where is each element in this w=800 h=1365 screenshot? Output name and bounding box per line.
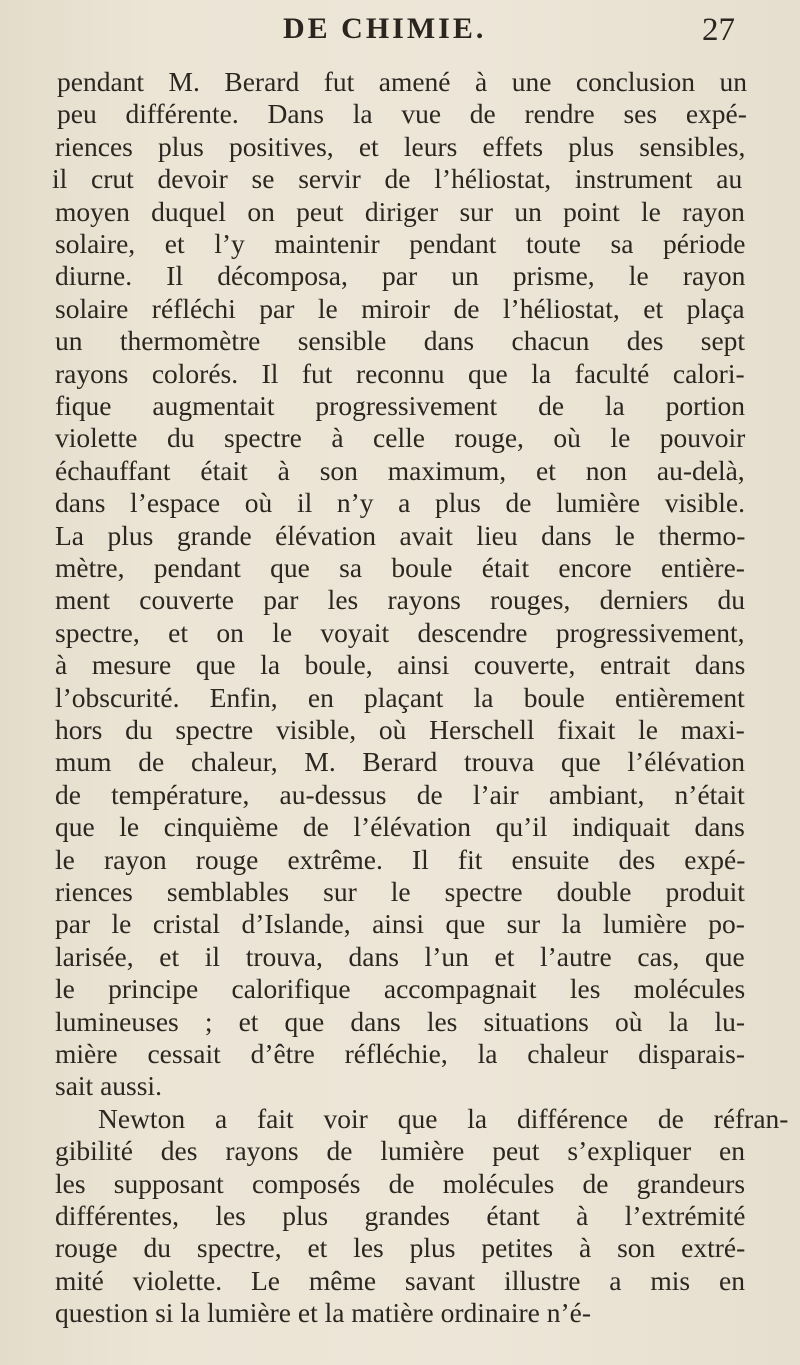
text-line: solaire, et l’y maintenir pendant toute sa période bbox=[55, 228, 746, 259]
text-line: dans l’espace où il n’y a plus de lumière visible. bbox=[55, 487, 745, 519]
text-line: moyen duquel on peut diriger sur un point le rayon bbox=[55, 195, 745, 227]
text-line: l’obscurité. Enfin, en plaçant la boule entièrement bbox=[55, 681, 745, 713]
text-line: riences plus positives, et leurs effets plus sensibles, bbox=[55, 130, 746, 162]
text-line: mité violette. Le même savant illustre a mis en bbox=[55, 1264, 745, 1296]
text-line: lumineuses ; et que dans les situations où la lu- bbox=[55, 1005, 746, 1037]
running-head-title: DE CHIMIE. bbox=[283, 12, 487, 45]
text-line: La plus grande élévation avait lieu dans le thermo- bbox=[55, 519, 746, 551]
text-line: mum de chaleur, M. Berard trouva que l’élévation bbox=[55, 746, 745, 778]
text-line: rayons colorés. Il fut reconnu que la faculté calori- bbox=[55, 357, 745, 389]
text-line: les supposant composés de molécules de grandeurs bbox=[55, 1167, 746, 1199]
text-line: spectre, et on le voyait descendre progressivement, bbox=[55, 616, 745, 648]
text-line: échauffant était à son maximum, et non au-delà, bbox=[55, 454, 745, 486]
text-line: solaire réfléchi par le miroir de l’héliostat, et plaça bbox=[55, 292, 745, 324]
text-line: il crut devoir se servir de l’héliostat, instrument au bbox=[52, 163, 743, 195]
text-line: violette du spectre à celle rouge, où le pouvoir bbox=[55, 422, 746, 454]
text-line: ment couverte par les rayons rouges, derniers du bbox=[55, 584, 746, 616]
text-line: à mesure que la boule, ainsi couverte, entrait dans bbox=[55, 649, 746, 681]
text-line: hors du spectre visible, où Herschell fixait le maxi- bbox=[55, 714, 745, 745]
text-line: le rayon rouge extrême. Il fit ensuite des expé- bbox=[55, 843, 746, 875]
running-head bbox=[0, 8, 800, 58]
text-line: par le cristal d’Islande, ainsi que sur la lumière po- bbox=[55, 908, 745, 940]
text-line: différentes, les plus grandes étant à l’extrémité bbox=[55, 1200, 746, 1231]
text-line: larisée, et il trouva, dans l’un et l’autre cas, que bbox=[55, 940, 745, 972]
text-line: que le cinquième de l’élévation qu’il indiquait dans bbox=[55, 811, 745, 843]
text-line: diurne. Il décomposa, par un prisme, le rayon bbox=[55, 260, 746, 292]
text-line: un thermomètre sensible dans chacun des sept bbox=[55, 325, 746, 357]
text-line: le principe calorifique accompagnait les molécules bbox=[55, 973, 746, 1005]
text-line: fique augmentait progressivement de la portion bbox=[55, 390, 746, 421]
text-line: mière cessait d’être réfléchie, la chaleur disparais- bbox=[55, 1038, 745, 1069]
text-line: sait aussi. bbox=[55, 1070, 162, 1102]
text-line: peu différente. Dans la vue de rendre ses expé- bbox=[57, 98, 747, 130]
text-line: gibilité des rayons de lumière peut s’expliquer en bbox=[55, 1135, 745, 1167]
page-number: 27 bbox=[702, 12, 735, 48]
text-line: pendant M. Berard fut amené à une conclusion un bbox=[57, 66, 748, 97]
text-line: riences semblables sur le spectre double produit bbox=[55, 876, 745, 907]
text-line: mètre, pendant que sa boule était encore entière- bbox=[55, 552, 745, 583]
text-line: Newton a fait voir que la différence de réfran- bbox=[98, 1102, 789, 1134]
text-line: question si la lumière et la matière ordinaire n’é- bbox=[55, 1297, 592, 1329]
text-line: de température, au-dessus de l’air ambiant, n’était bbox=[55, 778, 745, 810]
text-line: rouge du spectre, et les plus petites à son extré- bbox=[55, 1232, 746, 1264]
